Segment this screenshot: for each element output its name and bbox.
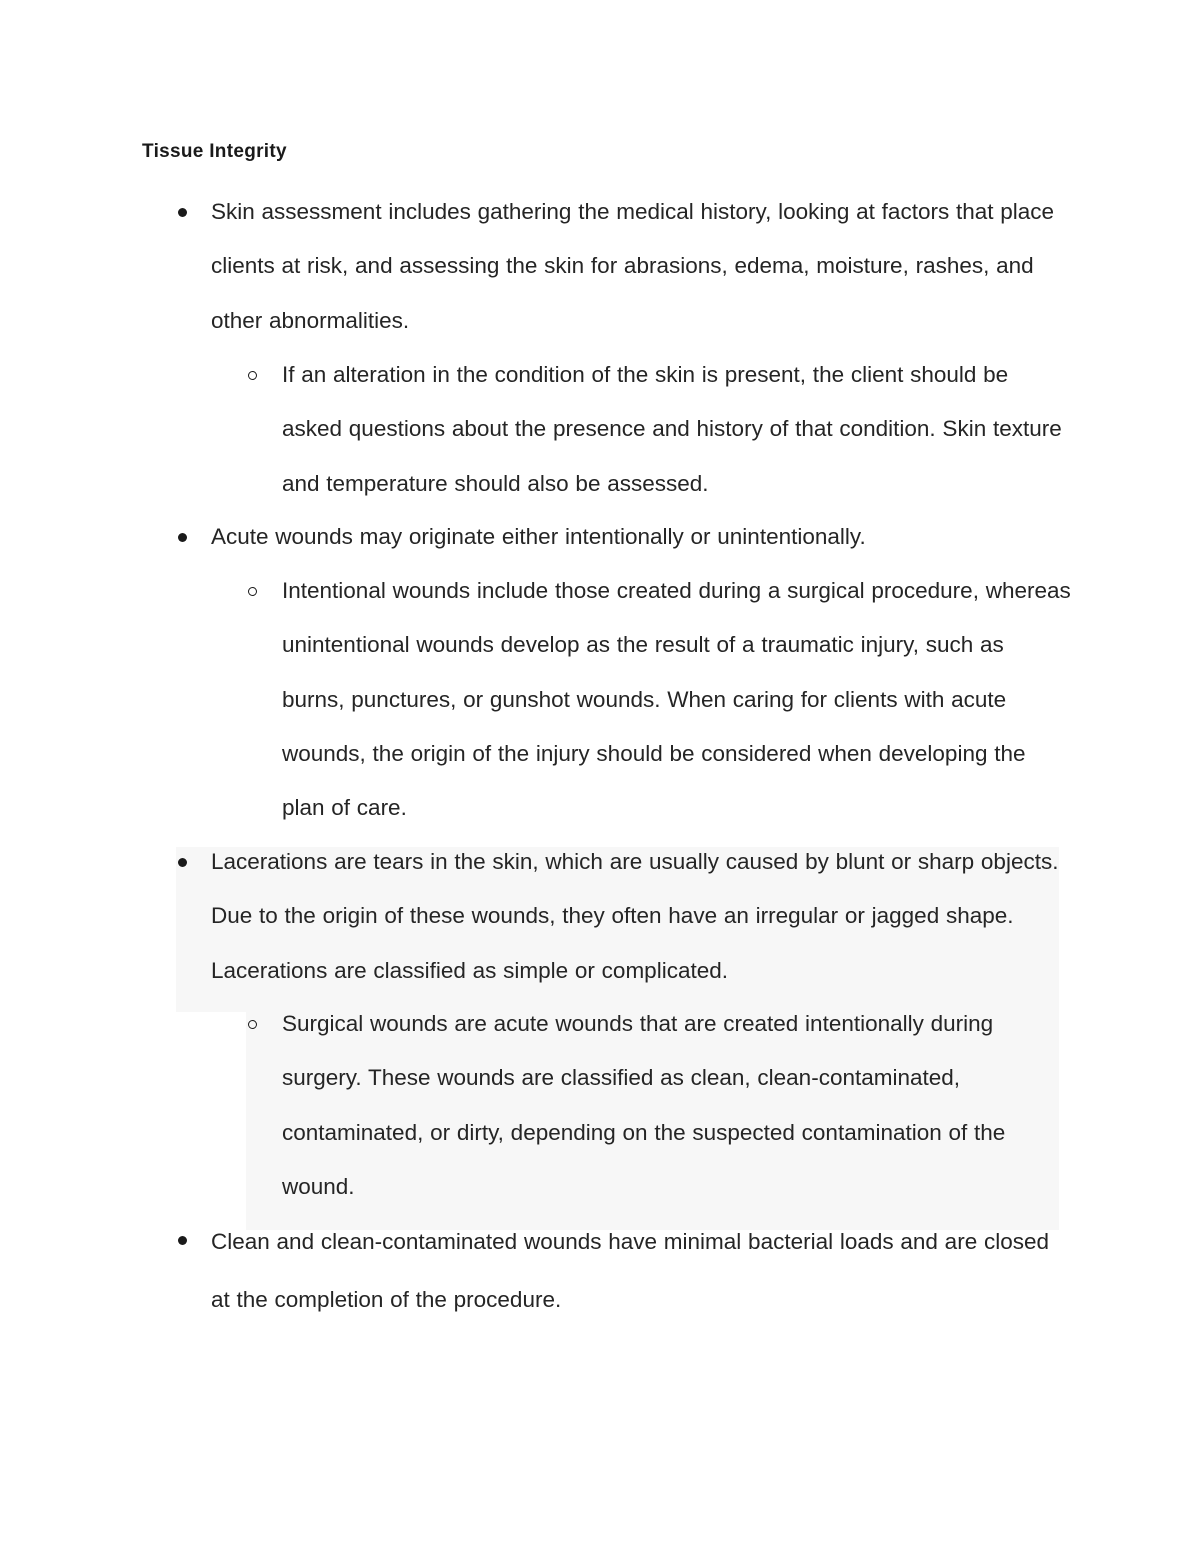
circle-bullet-icon	[248, 1020, 257, 1029]
circle-bullet-icon	[248, 587, 257, 596]
sub-list-item: Intentional wounds include those created during a surgical procedure, whereas unintentional wounds develop as the result of a traumatic injury, such as burns, punctures, or gunshot wounds. When caring for clients with acute wounds, the origin of the injury should be considered when developing the plan of care.	[282, 578, 1071, 821]
bullet-icon	[178, 1236, 187, 1245]
bullet-icon	[178, 858, 187, 867]
circle-bullet-icon	[248, 371, 257, 380]
bullet-icon	[178, 533, 187, 542]
list-item: Lacerations are tears in the skin, which are usually caused by blunt or sharp objects. Due to the origin of these wounds, they often have an irregular or jagged shape. Lacerations are classified as simple or complicated.	[211, 849, 1059, 983]
sub-list-item: If an alteration in the condition of the skin is present, the client should be asked questions about the presence and history of that condition. Skin texture and temperature should also be assessed.	[282, 362, 1062, 496]
list-item: Clean and clean-contaminated wounds have minimal bacterial loads and are closed at the completion of the procedure.	[211, 1229, 1049, 1312]
sub-list-item: Surgical wounds are acute wounds that are created intentionally during surgery. These wounds are classified as clean, clean-contaminated, contaminated, or dirty, depending on the suspected contamination of the wound.	[282, 1011, 1006, 1199]
bullet-icon	[178, 208, 187, 217]
list-item: Acute wounds may originate either intentionally or unintentionally.	[211, 524, 866, 549]
document-title: Tissue Integrity	[142, 141, 287, 162]
list-item: Skin assessment includes gathering the medical history, looking at factors that place clients at risk, and assessing the skin for abrasions, edema, moisture, rashes, and other abnormalities.	[211, 199, 1055, 333]
